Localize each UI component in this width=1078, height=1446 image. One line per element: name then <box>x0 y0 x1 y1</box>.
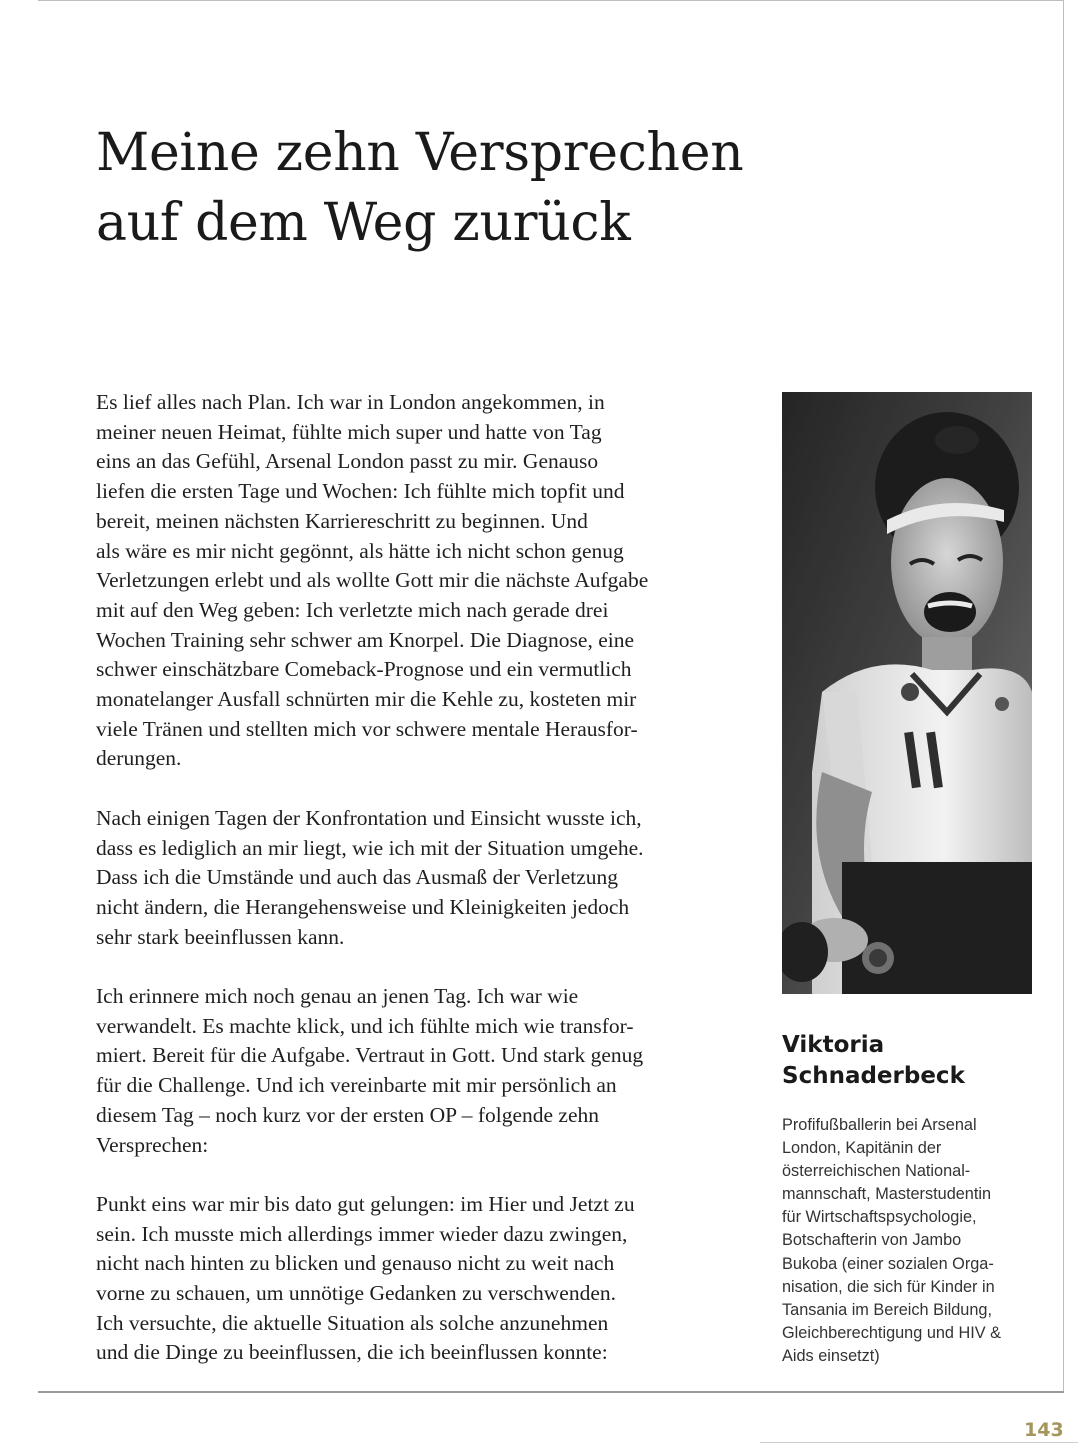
text-line: mit auf den Weg geben: Ich verletzte mich nach gerade drei <box>96 597 609 622</box>
bio-line: Bukoba (einer sozialen Orga- <box>782 1254 994 1273</box>
text-line: bereit, meinen nächsten Karriereschritt zu beginnen. Und <box>96 508 588 533</box>
bio-line: Tansania im Bereich Bildung, <box>782 1300 992 1319</box>
text-line: für die Challenge. Und ich vereinbarte mit mir persönlich an <box>96 1073 617 1098</box>
article-title <box>96 118 816 258</box>
bio-line: für Wirtschaftspsychologie, <box>782 1208 977 1227</box>
text-line: liefen die ersten Tage und Wochen: Ich fühlte mich topfit und <box>96 479 625 504</box>
page-frame-top <box>38 0 1064 1</box>
text-line: Dass ich die Umstände und auch das Ausmaß der Verletzung <box>96 865 619 890</box>
page-frame-right <box>1063 0 1064 1392</box>
text-line: monatelanger Ausfall schnürten mir die Kehle zu, kosteten mir <box>96 687 637 712</box>
text-line: vorne zu schauen, um unnötige Gedanken zu verschwenden. <box>96 1281 616 1306</box>
text-line: viele Tränen und stellten mich vor schwere mentale Herausfor- <box>96 716 638 741</box>
author-bio <box>782 1114 1052 1368</box>
bio-line: Profifußballerin bei Arsenal <box>782 1116 977 1134</box>
photo-illustration <box>782 392 1032 994</box>
text-line: Wochen Training sehr schwer am Knorpel. Die Diagnose, eine <box>96 627 635 652</box>
page-number: 143 <box>1024 1419 1064 1441</box>
text-line: Es lief alles nach Plan. Ich war in London angekommen, in <box>96 390 605 414</box>
text-line: diesem Tag – noch kurz vor der ersten OP – folgende zehn <box>96 1102 599 1127</box>
title-line: auf dem Weg zurück <box>96 193 631 253</box>
text-line: Ich versuchte, die aktuelle Situation als solche anzunehmen <box>96 1310 609 1335</box>
text-line: dass es lediglich an mir liegt, wie ich mit der Situation umgehe. <box>96 835 644 860</box>
text-line: verwandelt. Es machte klick, und ich fühlte mich wie transfor- <box>96 1013 634 1038</box>
bio-line: London, Kapitänin der <box>782 1139 942 1158</box>
text-line: als wäre es mir nicht gegönnt, als hätte ich nicht schon genug <box>96 538 624 563</box>
text-line: eins an das Gefühl, Arsenal London passt zu mir. Genauso <box>96 449 599 474</box>
text-line: miert. Bereit für die Aufgabe. Vertraut in Gott. Und stark genug <box>96 1043 644 1068</box>
bio-line: nisation, die sich für Kinder in <box>782 1277 995 1296</box>
article-body <box>96 388 756 1398</box>
bio-line: mannschaft, Masterstudentin <box>782 1185 992 1204</box>
bio-line: Botschafterin von Jambo <box>782 1231 962 1250</box>
page-frame-bottom-edge <box>760 1442 1078 1443</box>
bio-line: Aids einsetzt) <box>782 1346 880 1365</box>
text-line: Ich erinnere mich noch genau an jenen Tag. Ich war wie <box>96 984 579 1009</box>
text-line: Nach einigen Tagen der Konfrontation und Einsicht wusste ich, <box>96 805 642 830</box>
portrait-photo <box>782 392 1032 994</box>
text-line: Verletzungen erlebt und als wollte Gott mir die nächste Aufgabe <box>96 568 649 593</box>
author-name-line: Schnaderbeck <box>782 1063 965 1089</box>
bio-line: Gleichberechtigung und HIV & <box>782 1323 1002 1342</box>
text-line: Versprechen: <box>96 1132 209 1157</box>
paragraph <box>96 388 756 774</box>
text-line: sehr stark beeinflussen kann. <box>96 924 345 949</box>
text-line: sein. Ich musste mich allerdings immer wieder dazu zwingen, <box>96 1221 628 1246</box>
text-line: nicht ändern, die Herangehensweise und Kleinigkeiten jedoch <box>96 894 630 919</box>
text-line: Punkt eins war mir bis dato gut gelungen: im Hier und Jetzt zu <box>96 1191 635 1216</box>
text-line: nicht nach hinten zu blicken und genauso nicht zu weit nach <box>96 1251 615 1276</box>
author-name-line: Viktoria <box>782 1032 885 1058</box>
paragraph <box>96 982 756 1160</box>
text-line: meiner neuen Heimat, fühlte mich super und hatte von Tag <box>96 419 602 444</box>
paragraph <box>96 1190 756 1368</box>
text-line: derungen. <box>96 746 182 771</box>
title-line: Meine zehn Versprechen <box>96 123 744 183</box>
text-line: schwer einschätzbare Comeback-Prognose und ein vermutlich <box>96 657 632 682</box>
paragraph <box>96 804 756 953</box>
author-name <box>782 1030 1052 1092</box>
text-line: und die Dinge zu beeinflussen, die ich beeinflussen konnte: <box>96 1340 608 1365</box>
bio-line: österreichischen National- <box>782 1162 971 1181</box>
